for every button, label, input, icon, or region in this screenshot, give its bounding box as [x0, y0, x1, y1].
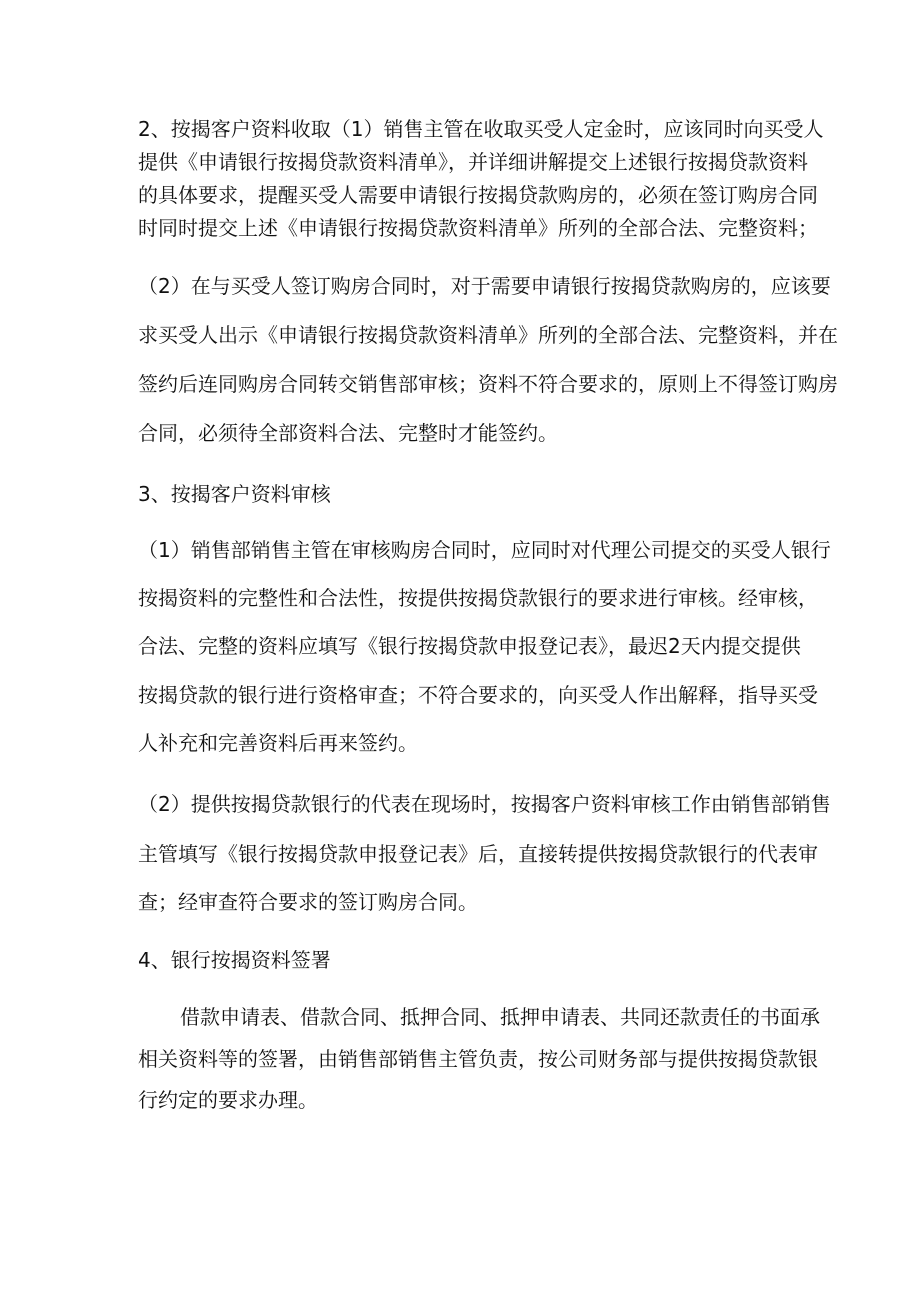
text-line: 2、按揭客户资料收取（1）销售主管在收取买受人定金时，应该同时向买受人	[138, 117, 824, 141]
text-line: 的具体要求，提醒买受人需要申请银行按揭贷款购房的，必须在签订购房合同	[138, 183, 818, 207]
text-line: 时同时提交上述《申请银行按揭贷款资料清单》所列的全部合法、完整资料；	[138, 216, 818, 240]
text-line: 相关资料等的签署，由销售部销售主管负责，按公司财务部与提供按揭贷款银	[138, 1047, 818, 1071]
text-line: 提供《申请银行按揭贷款资料清单》，并详细讲解提交上述银行按揭贷款资料	[138, 150, 808, 174]
text-line: 行约定的要求办理。	[138, 1088, 318, 1112]
text-line: 按揭贷款的银行进行资格审查；不符合要求的，向买受人作出解释，指导买受	[138, 683, 818, 707]
text-line: 求买受人出示《申请银行按揭贷款资料清单》所列的全部合法、完整资料，并在	[138, 323, 838, 347]
text-line: 查；经审查符合要求的签订购房合同。	[138, 890, 478, 914]
text-line: （2）提供按揭贷款银行的代表在现场时，按揭客户资料审核工作由销售部销售	[138, 792, 831, 816]
text-line: （1）销售部销售主管在审核购房合同时，应同时对代理公司提交的买受人银行	[138, 538, 831, 562]
text-line: 主管填写《银行按揭贷款申报登记表》后，直接转提供按揭贷款银行的代表审	[138, 842, 818, 866]
text-line: 合同，必须待全部资料合法、完整时才能签约。	[138, 421, 558, 445]
text-line: 借款申请表、借款合同、抵押合同、抵押申请表、共同还款责任的书面承	[180, 1005, 820, 1029]
section-heading: 3、按揭客户资料审核	[138, 482, 331, 506]
text-line: 人补充和完善资料后再来签约。	[138, 731, 418, 755]
text-line: （2）在与买受人签订购房合同时，对于需要申请银行按揭贷款购房的，应该要	[138, 274, 831, 298]
text-line: 按揭资料的完整性和合法性，按提供按揭贷款银行的要求进行审核。经审核，	[138, 586, 818, 610]
text-line: 合法、完整的资料应填写《银行按揭贷款申报登记表》，最迟2天内提交提供	[138, 634, 801, 658]
section-heading: 4、银行按揭资料签署	[138, 948, 331, 972]
text-line: 签约后连同购房合同转交销售部审核；资料不符合要求的，原则上不得签订购房	[138, 372, 838, 396]
